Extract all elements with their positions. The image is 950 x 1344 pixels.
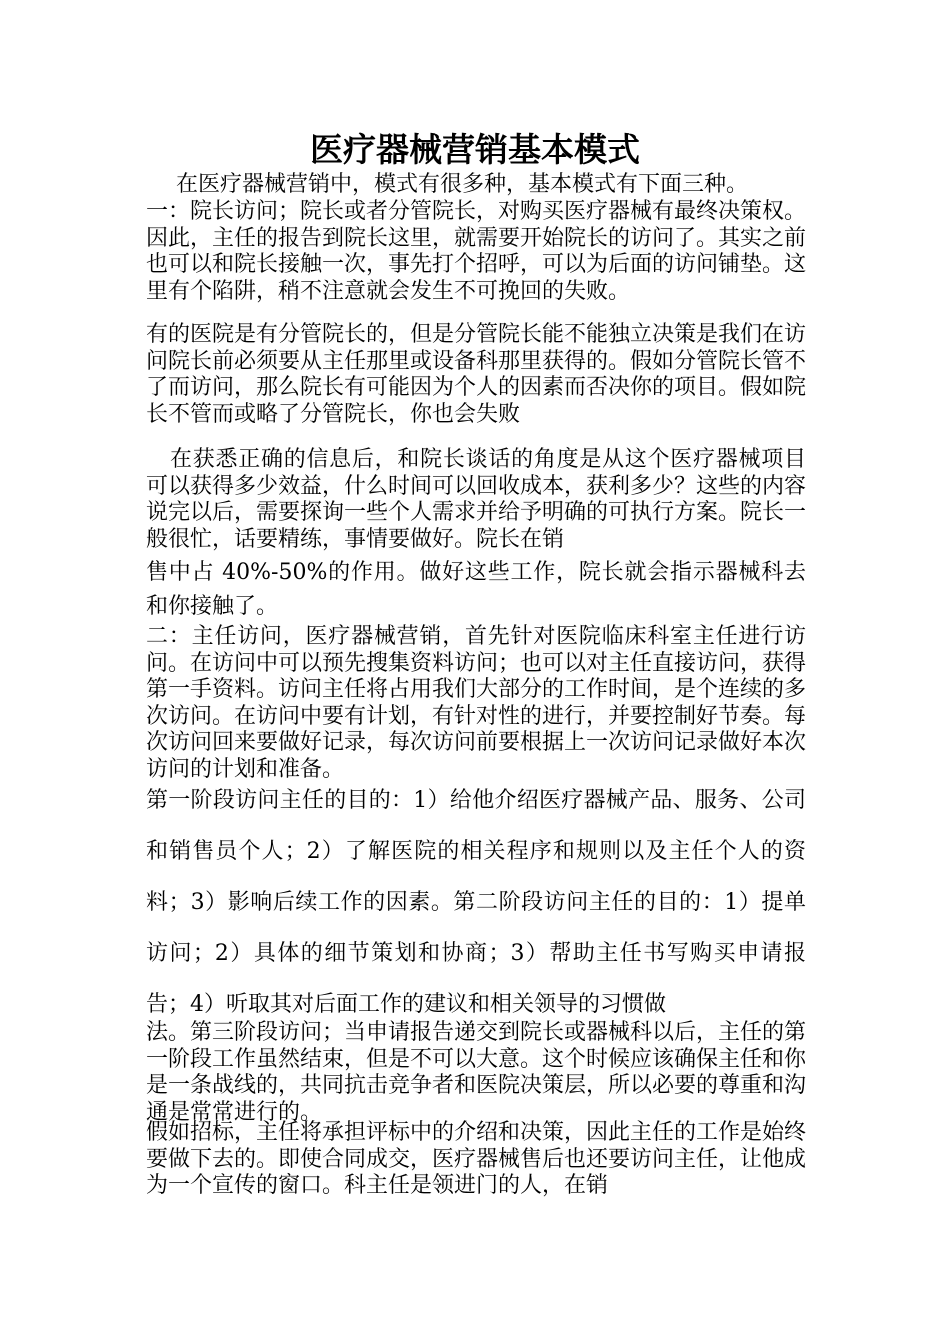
- paragraph-intro: 在医疗器械营销中，模式有很多种，基本模式有下面三种。: [176, 172, 749, 197]
- paragraph-mode-two: 二：主任访问，医疗器械营销，首先针对医院临床科室主任进行访问。在访问中可以预先搜集资料访问；也可以对主任直接访问，获得第一手资料。访问主任将占用我们大部分的工作时间，是个连续的多次访问。在访问中要有计划，有针对性的进行，并要控制好节奏。每次访问回来要做好记录，每次访问前要根据上一次访问记录做好本次访问的计划和准备。: [146, 624, 807, 782]
- paragraph-tender: 假如招标，主任将承担评标中的介绍和决策，因此主任的工作是始终要做下去的。即使合同成交，医疗器械售后也还要访问主任，让他成为一个宣传的窗口。科主任是领进门的人，在销: [146, 1120, 807, 1198]
- paragraph-dean-talk: 在获悉正确的信息后，和院长谈话的角度是从这个医疗器械项目可以获得多少效益，什么时间可以回收成本，获利多少？这些的内容说完以后，需要探询一些个人需求并给予明确的可执行方案。院长一般很忙，话要精练，事情要做好。院长在销: [146, 447, 807, 552]
- paragraph-visit-stages: 第一阶段访问主任的目的：1）给他介绍医疗器械产品、服务、公司和销售员个人；2）了解医院的相关程序和规则以及主任个人的资料；3）影响后续工作的因素。第二阶段访问主任的目的：1）提单访问；2）具体的细节策划和协商；3）帮助主任书写购买申请报告；4）听取其对后面工作的建议和相关领导的习惯做: [146, 788, 806, 1017]
- paragraph-deputy-dean: 有的医院是有分管院长的，但是分管院长能不能独立决策是我们在访问院长前必须要从主任那里或设备科那里获得的。假如分管院长管不了而访问，那么院长有可能因为个人的因素而否决你的项目。假如院长不管而或略了分管院长，你也会失败: [146, 322, 807, 427]
- paragraph-stage-three: 法。第三阶段访问；当申请报告递交到院长或器械科以后，主任的第一阶段工作虽然结束，但是不可以大意。这个时候应该确保主任和你是一条战线的，共同抗击竞争者和医院决策层，所以必要的尊重和沟通是常常进行的。: [146, 1020, 807, 1125]
- paragraph-dean-role: 售中占 40%-50%的作用。做好这些工作，院长就会指示器械科去和你接触了。: [146, 560, 806, 619]
- document-title: 医疗器械营销基本模式: [310, 130, 640, 169]
- paragraph-mode-one: 一：院长访问；院长或者分管院长，对购买医疗器械有最终决策权。因此，主任的报告到院长这里，就需要开始院长的访问了。其实之前也可以和院长接触一次，事先打个招呼，可以为后面的访问铺垫。这里有个陷阱，稍不注意就会发生不可挽回的失败。: [146, 199, 807, 304]
